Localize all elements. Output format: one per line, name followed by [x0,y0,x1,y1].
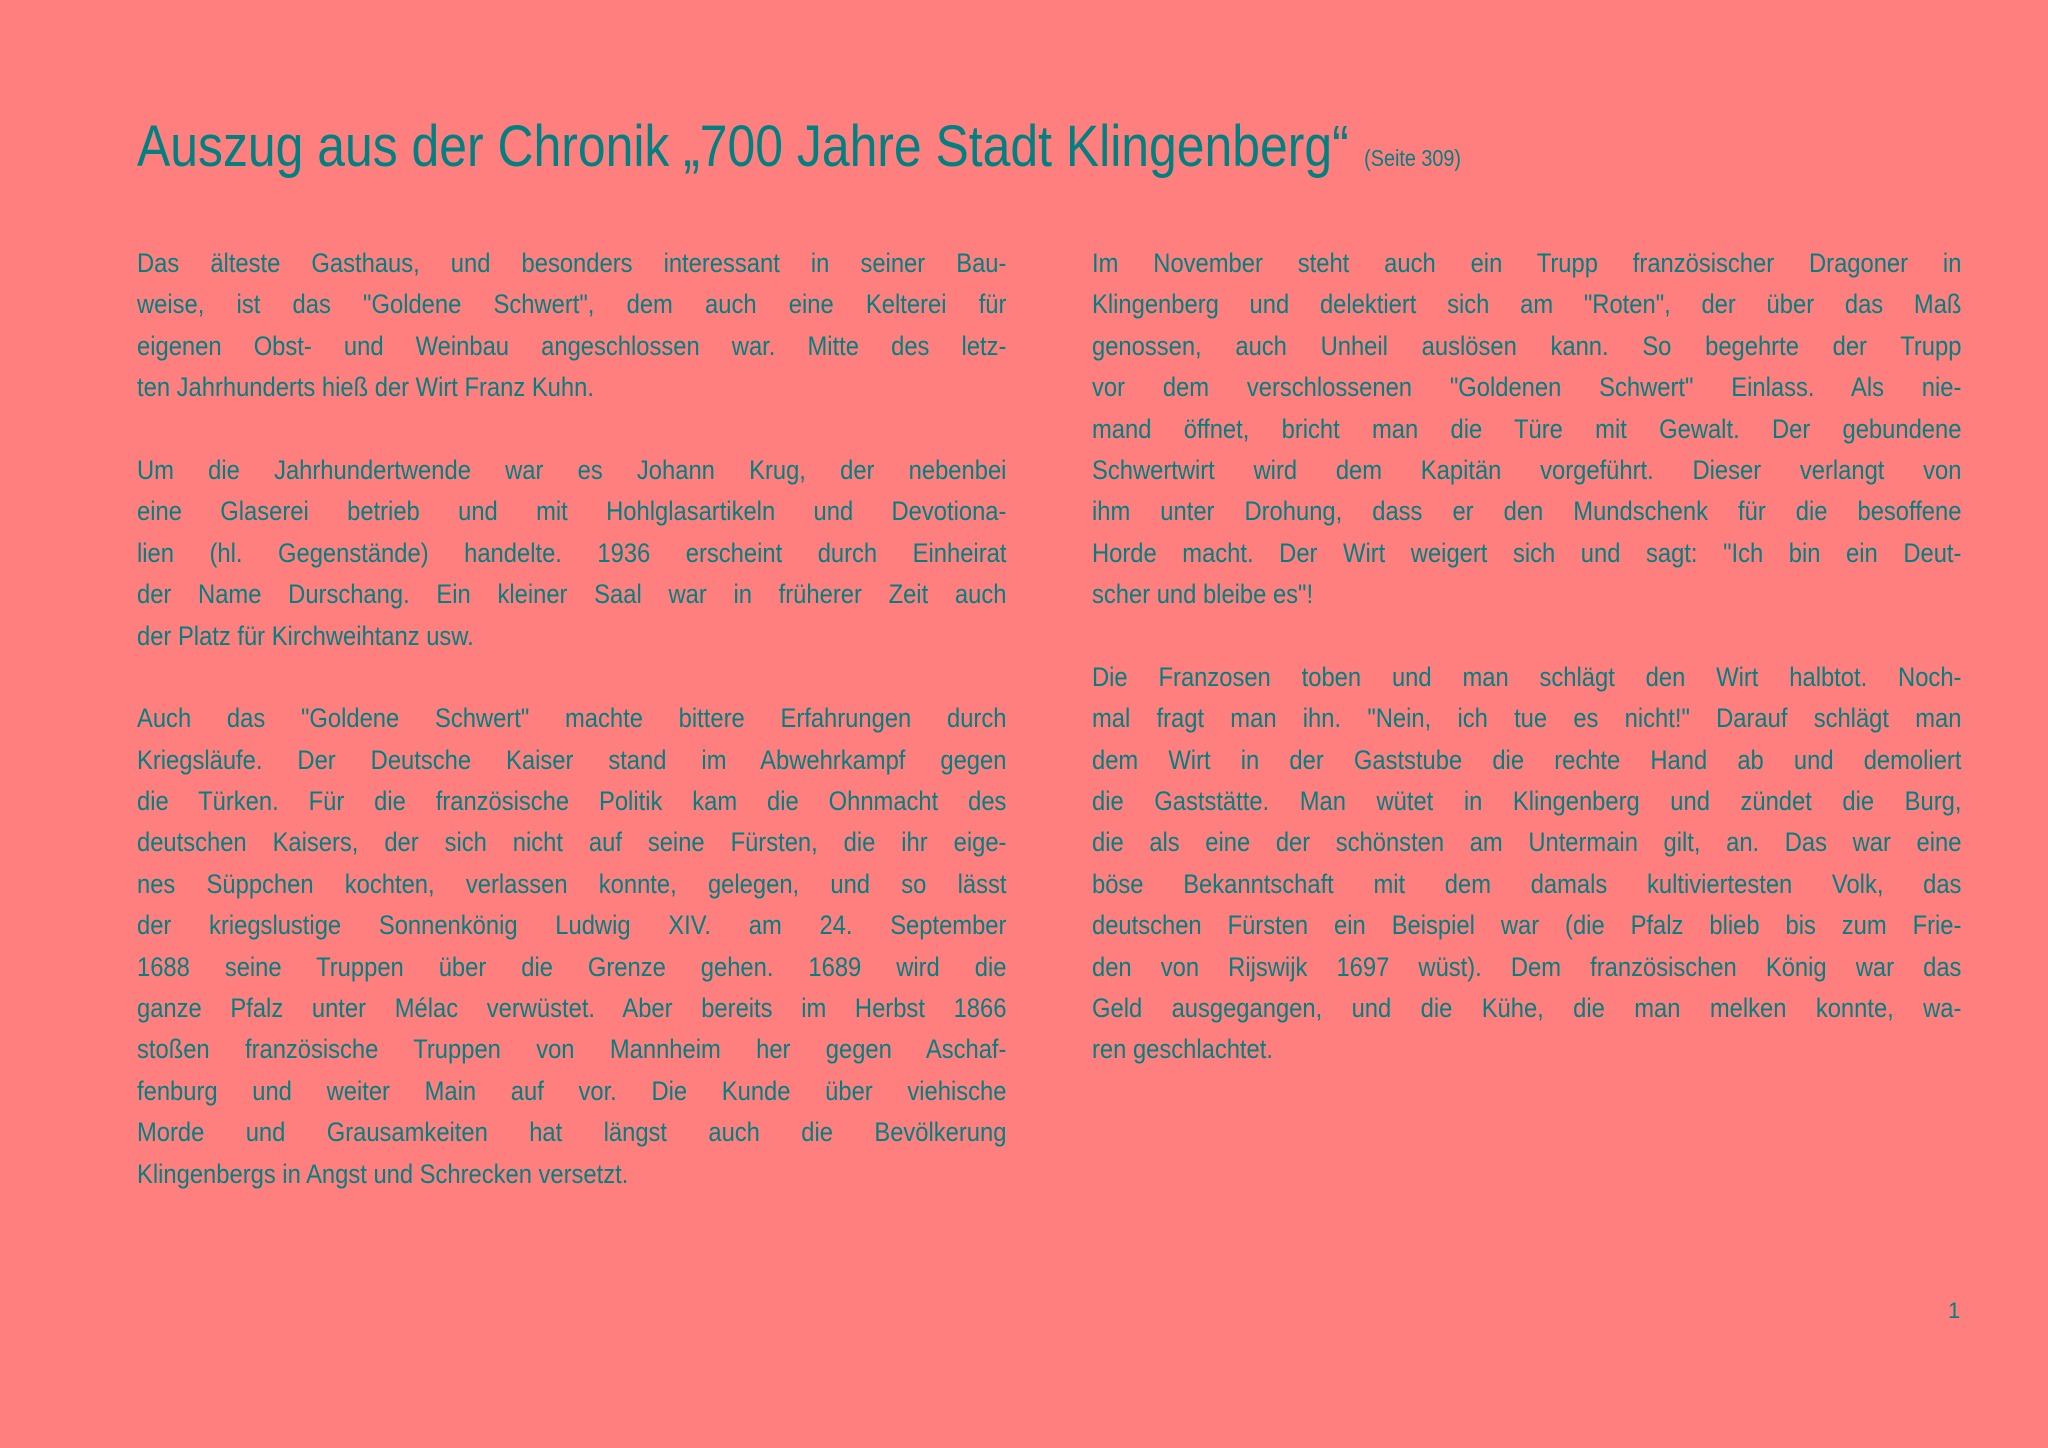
text-line: lien (hl. Gegenstände) handelte. 1936 erscheint durch Einheirat [137,537,1007,568]
paragraph [137,243,1006,409]
text-line: deutschen Fürsten ein Beispiel war (die Pfalz blieb bis zum Frie- [1092,910,1962,941]
text-line: mal fragt man ihn. "Nein, ich tue es nicht!" Darauf schlägt man [1092,703,1962,734]
text-line: eigenen Obst- und Weinbau angeschlossen war. Mitte des letz- [137,330,1007,361]
text-line: den von Rijswijk 1697 wüst). Dem französischen König war das [1092,951,1962,982]
left-column [137,243,1006,1195]
text-line: Im November steht auch ein Trupp französischer Dragoner in [1092,248,1962,278]
text-line: fenburg und weiter Main auf vor. Die Kunde über viehische [137,1075,1007,1106]
text-line: Klingenbergs in Angst und Schrecken versetzt. [137,1158,629,1189]
text-line: die Türken. Für die französische Politik kam die Ohnmacht des [137,786,1007,817]
title-page-reference: (Seite 309) [1364,145,1461,171]
text-line: scher und bleibe es"! [1092,579,1314,610]
text-line: Das älteste Gasthaus, und besonders interessant in seiner Bau- [137,248,1007,278]
text-line: Morde und Grausamkeiten hat längst auch die Bevölkerung [137,1117,1007,1148]
text-line: Geld ausgegangen, und die Kühe, die man melken konnte, wa- [1092,993,1962,1024]
text-line: der kriegslustige Sonnenkönig Ludwig XIV. am 24. September [137,910,1007,941]
right-column [1092,243,1961,1071]
page-title [137,112,1461,197]
text-line: genossen, auch Unheil auslösen kann. So begehrte der Trupp [1092,330,1962,361]
paragraph [137,698,1006,1195]
text-line: 1688 seine Truppen über die Grenze gehen. 1689 wird die [137,951,1007,982]
page-number: 1 [1948,1298,1961,1323]
text-line: vor dem verschlossenen "Goldenen Schwert" Einlass. Als nie- [1092,372,1962,403]
text-line: Auch das "Goldene Schwert" machte bittere Erfahrungen durch [137,703,1007,734]
text-line: ganze Pfalz unter Mélac verwüstet. Aber bereits im Herbst 1866 [137,993,1007,1024]
text-line: eine Glaserei betrieb und mit Hohlglasartikeln und Devotiona- [137,496,1007,527]
text-line: Um die Jahrhundertwende war es Johann Krug, der nebenbei [137,454,1007,485]
text-line: mand öffnet, bricht man die Türe mit Gewalt. Der gebundene [1092,413,1962,444]
paragraph-spacer [137,409,1006,450]
paragraph-spacer [1092,616,1961,657]
text-line: dem Wirt in der Gaststube die rechte Hand ab und demoliert [1092,744,1962,775]
text-line: weise, ist das "Goldene Schwert", dem auch eine Kelterei für [137,289,1007,320]
title-text: Auszug aus der Chronik „700 Jahre Stadt Klingenberg“ [137,114,1349,179]
text-line: ren geschlachtet. [1092,1034,1273,1065]
text-line: der Platz für Kirchweihtanz usw. [137,620,474,651]
text-line: Horde macht. Der Wirt weigert sich und sagt: "Ich bin ein Deut- [1092,537,1962,568]
paragraph [1092,243,1961,616]
text-line: Klingenberg und delektiert sich am "Roten", der über das Maß [1092,289,1962,320]
paragraph [1092,657,1961,1071]
text-line: die als eine der schönsten am Untermain gilt, an. Das war eine [1092,827,1962,858]
text-line: Kriegsläufe. Der Deutsche Kaiser stand im Abwehrkampf gegen [137,744,1007,775]
text-line: Die Franzosen toben und man schlägt den Wirt halbtot. Noch- [1092,661,1962,692]
paragraph-spacer [137,657,1006,698]
text-line: stoßen französische Truppen von Mannheim her gegen Aschaf- [137,1034,1007,1065]
paragraph [137,450,1006,657]
text-line: ten Jahrhunderts hieß der Wirt Franz Kuhn. [137,372,594,403]
text-line: nes Süppchen kochten, verlassen konnte, gelegen, und so lässt [137,868,1007,899]
text-line: ihm unter Drohung, dass er den Mundschenk für die besoffene [1092,496,1962,527]
text-line: deutschen Kaisers, der sich nicht auf seine Fürsten, die ihr eige- [137,827,1007,858]
text-line: Schwertwirt wird dem Kapitän vorgeführt. Dieser verlangt von [1092,454,1962,485]
text-line: die Gaststätte. Man wütet in Klingenberg und zündet die Burg, [1092,786,1962,817]
text-line: der Name Durschang. Ein kleiner Saal war in früherer Zeit auch [137,579,1007,610]
text-line: böse Bekanntschaft mit dem damals kultiviertesten Volk, das [1092,868,1962,899]
